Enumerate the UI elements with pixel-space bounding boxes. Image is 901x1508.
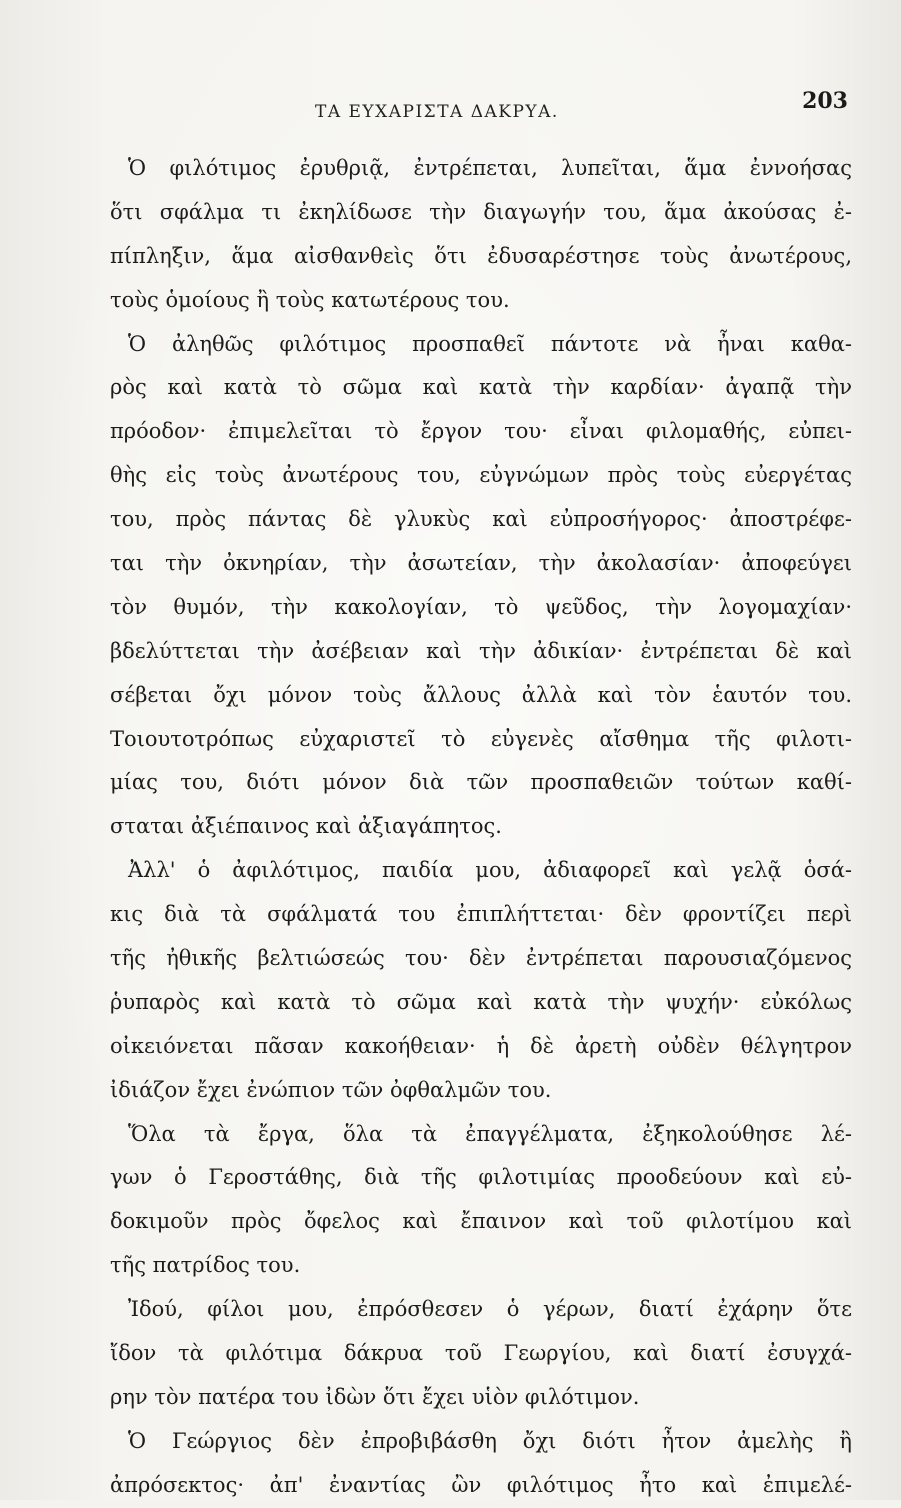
text-line: Ἰδού, φίλοι μου, ἐπρόσθεσεν ὁ γέρων, διατί ἐχάρην ὅτε [128, 1297, 852, 1322]
text-line: πίπληξιν, ἅμα αἰσθανθεὶς ὅτι ἐδυσαρέστησε τοὺς ἀνωτέρους, [110, 243, 852, 268]
text-line: Ὁ Γεώργιος δὲν ἐπροβιβάσθη ὄχι διότι ἦτον ἀμελὴς ἢ [128, 1428, 852, 1453]
text-line: τῆς πατρίδος του. [110, 1253, 301, 1278]
text-line: Ὁ φιλότιμος ἐρυθριᾷ, ἐντρέπεται, λυπεῖται, ἅμα ἐννοήσας [128, 156, 852, 180]
text-line: ἴδον τὰ φιλότιμα δάκρυα τοῦ Γεωργίου, καὶ διατί ἐσυγχά- [110, 1341, 852, 1366]
text-line: μίας του, διότι μόνον διὰ τῶν προσπαθειῶν τούτων καθί- [110, 770, 852, 795]
text-line: ἀπρόσεκτος· ἀπ' ἐναντίας ὢν φιλότιμος ἦτο καὶ ἐπιμελέ- [110, 1472, 852, 1497]
text-line: Ὁ ἀληθῶς φιλότιμος προσπαθεῖ πάντοτε νὰ ἦναι καθα- [128, 331, 852, 356]
text-line: θὴς εἰς τοὺς ἀνωτέρους του, εὐγνώμων πρὸς τοὺς εὐεργέτας [110, 463, 852, 488]
text-line: γων ὁ Γεροστάθης, διὰ τῆς φιλοτιμίας προοδεύουν καὶ εὐ- [110, 1165, 852, 1190]
text-line: ρην τὸν πατέρα του ἰδὼν ὅτι ἔχει υἱὸν φιλότιμον. [110, 1384, 640, 1409]
text-line: τοὺς ὁμοίους ἢ τοὺς κατωτέρους του. [110, 287, 510, 312]
text-line: ῥυπαρὸς καὶ κατὰ τὸ σῶμα καὶ κατὰ τὴν ψυχήν· εὐκόλως [110, 989, 852, 1014]
text-line: του, πρὸς πάντας δὲ γλυκὺς καὶ εὐπροσήγορος· ἀποστρέφε- [110, 507, 852, 532]
text-line: ρὸς καὶ κατὰ τὸ σῶμα καὶ κατὰ τὴν καρδίαν· ἀγαπᾷ τὴν [110, 375, 852, 400]
text-line: Τοιουτοτρόπως εὐχαριστεῖ τὸ εὐγενὲς αἴσθημα τῆς φιλοτι- [110, 726, 852, 751]
page-number: 203 [802, 88, 848, 114]
text-line: τὸν θυμόν, τὴν κακολογίαν, τὸ ψεῦδος, τὴν λογομαχίαν· [110, 594, 852, 619]
text-line: βδελύττεται τὴν ἀσέβειαν καὶ τὴν ἀδικίαν· ἐντρέπεται δὲ καὶ [110, 638, 852, 663]
text-line: κις διὰ τὰ σφάλματά του ἐπιπλήττεται· δὲν φροντίζει περὶ [110, 902, 852, 927]
page-header [110, 88, 852, 128]
text-line: οἰκειόνεται πᾶσαν κακοήθειαν· ἡ δὲ ἀρετὴ οὐδὲν θέλγητρον [110, 1033, 852, 1058]
text-line: τῆς ἠθικῆς βελτιώσεώς του· δὲν ἐντρέπεται παρουσιαζόμενος [110, 946, 852, 971]
text-line: δοκιμοῦν πρὸς ὄφελος καὶ ἔπαινον καὶ τοῦ φιλοτίμου καὶ [110, 1209, 852, 1234]
text-line: Ὅλα τὰ ἔργα, ὅλα τὰ ἐπαγγέλματα, ἐξηκολούθησε λέ- [128, 1121, 852, 1146]
body-text [110, 147, 852, 1508]
running-title: ΤΑ ΕΥΧΑΡΙΣΤΑ ΔΑΚΡΥΑ. [315, 102, 559, 122]
text-line: ἰδιάζον ἔχει ἐνώπιον τῶν ὀφθαλμῶν του. [110, 1077, 552, 1102]
text-line: ὅτι σφάλμα τι ἐκηλίδωσε τὴν διαγωγήν του, ἅμα ἀκούσας ἐ- [110, 199, 852, 224]
text-line: ται τὴν ὀκνηρίαν, τὴν ἀσωτείαν, τὴν ἀκολασίαν· ἀποφεύγει [110, 551, 852, 576]
text-line: Ἀλλ' ὁ ἀφιλότιμος, παιδία μου, ἀδιαφορεῖ καὶ γελᾷ ὁσά- [128, 858, 852, 883]
text-line: σταται ἀξιέπαινος καὶ ἀξιαγάπητος. [110, 814, 502, 839]
text-line: πρόοδον· ἐπιμελεῖται τὸ ἔργον του· εἶναι φιλομαθής, εὐπει- [110, 419, 852, 444]
text-line: σέβεται ὄχι μόνον τοὺς ἄλλους ἀλλὰ καὶ τὸν ἑαυτόν του. [110, 682, 852, 707]
